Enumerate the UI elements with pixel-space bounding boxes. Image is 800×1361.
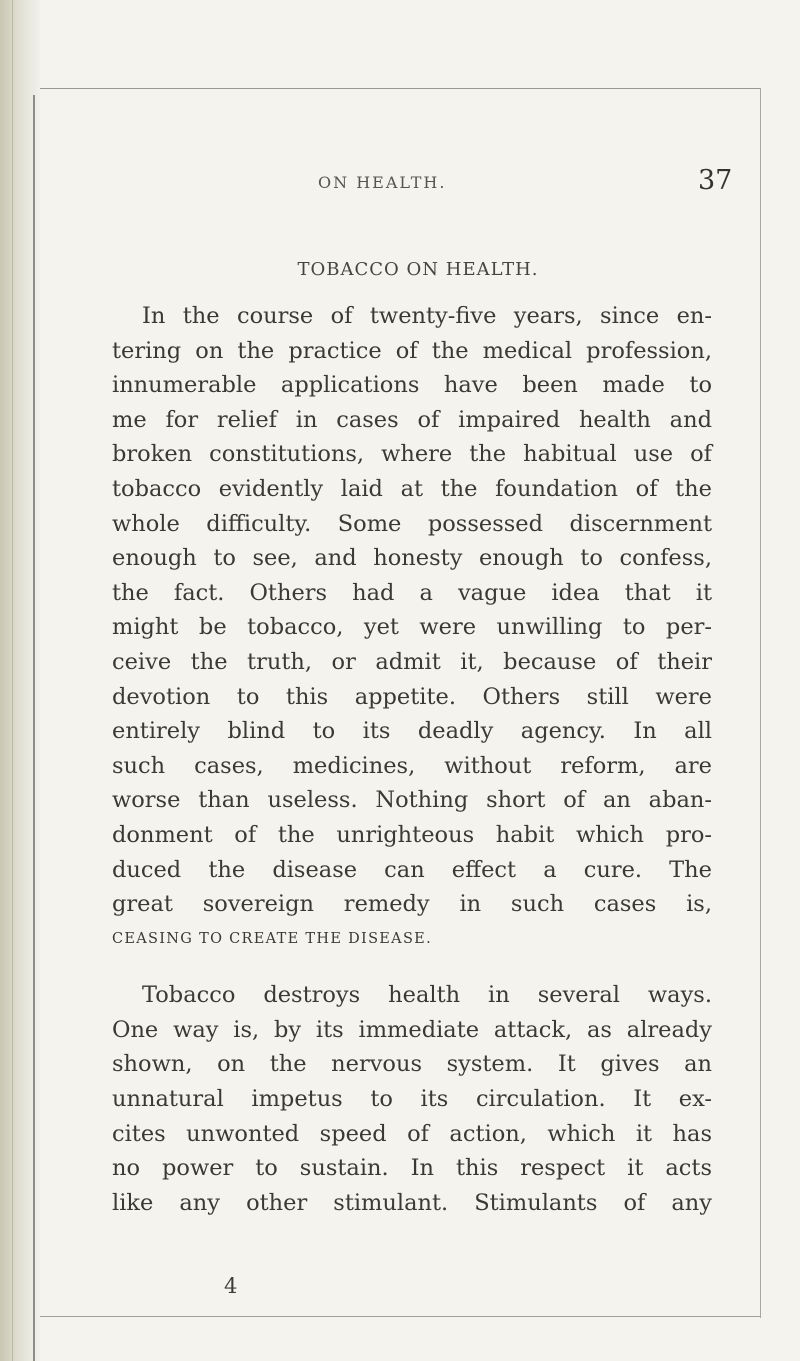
text-line: whole difficulty. Some possessed discernment: [112, 510, 712, 537]
running-title: ON HEALTH.: [318, 173, 447, 192]
text-line: such cases, medicines, without reform, are: [112, 752, 712, 779]
text-line: donment of the unrighteous habit which pro-: [112, 821, 712, 848]
text-line: broken constitutions, where the habitual use of: [112, 441, 712, 468]
text-line: great sovereign remedy in such cases is,: [112, 891, 712, 918]
text-line: One way is, by its immediate attack, as already: [112, 1016, 712, 1043]
text-line: like any other stimulant. Stimulants of any: [112, 1189, 712, 1216]
text-line: worse than useless. Nothing short of an aban-: [112, 787, 712, 814]
text-line: ceive the truth, or admit it, because of their: [112, 648, 712, 675]
signature-mark: 4: [224, 1274, 238, 1298]
text-line: me for relief in cases of impaired health and: [112, 406, 712, 433]
text-line: enough to see, and honesty enough to confess,: [112, 545, 712, 572]
text-line: entirely blind to its deadly agency. In all: [112, 718, 712, 745]
text-line: the fact. Others had a vague idea that it: [112, 579, 712, 606]
paragraph-2: [112, 978, 712, 1220]
page-frame-bottom: [40, 1316, 760, 1317]
text-line-smallcaps: CEASING TO CREATE THE DISEASE.: [112, 930, 432, 947]
text-line: tobacco evidently laid at the foundation of the: [112, 475, 712, 502]
binding-shadow-line: [12, 0, 13, 1361]
paragraph-gap: [112, 956, 712, 978]
page-number: 37: [698, 165, 733, 196]
paragraph-1: [112, 299, 712, 956]
text-line: tering on the practice of the medical profession,: [112, 337, 712, 364]
body-text: [112, 299, 712, 1220]
text-line: devotion to this appetite. Others still were: [112, 683, 712, 710]
text-line: cites unwonted speed of action, which it has: [112, 1120, 712, 1147]
section-heading: TOBACCO ON HEALTH.: [297, 259, 539, 280]
text-line: no power to sustain. In this respect it acts: [112, 1155, 712, 1182]
page-frame-top: [40, 88, 760, 89]
binding-line: [33, 95, 35, 1361]
text-line: shown, on the nervous system. It gives an: [112, 1051, 712, 1078]
text-line: In the course of twenty-five years, since en-: [142, 303, 712, 329]
text-line: Tobacco destroys health in several ways.: [142, 982, 712, 1009]
text-line: innumerable applications have been made to: [112, 372, 712, 399]
text-line: unnatural impetus to its circulation. It ex-: [112, 1086, 712, 1113]
text-line: duced the disease can effect a cure. The: [112, 856, 712, 883]
text-line: might be tobacco, yet were unwilling to per-: [112, 614, 712, 641]
